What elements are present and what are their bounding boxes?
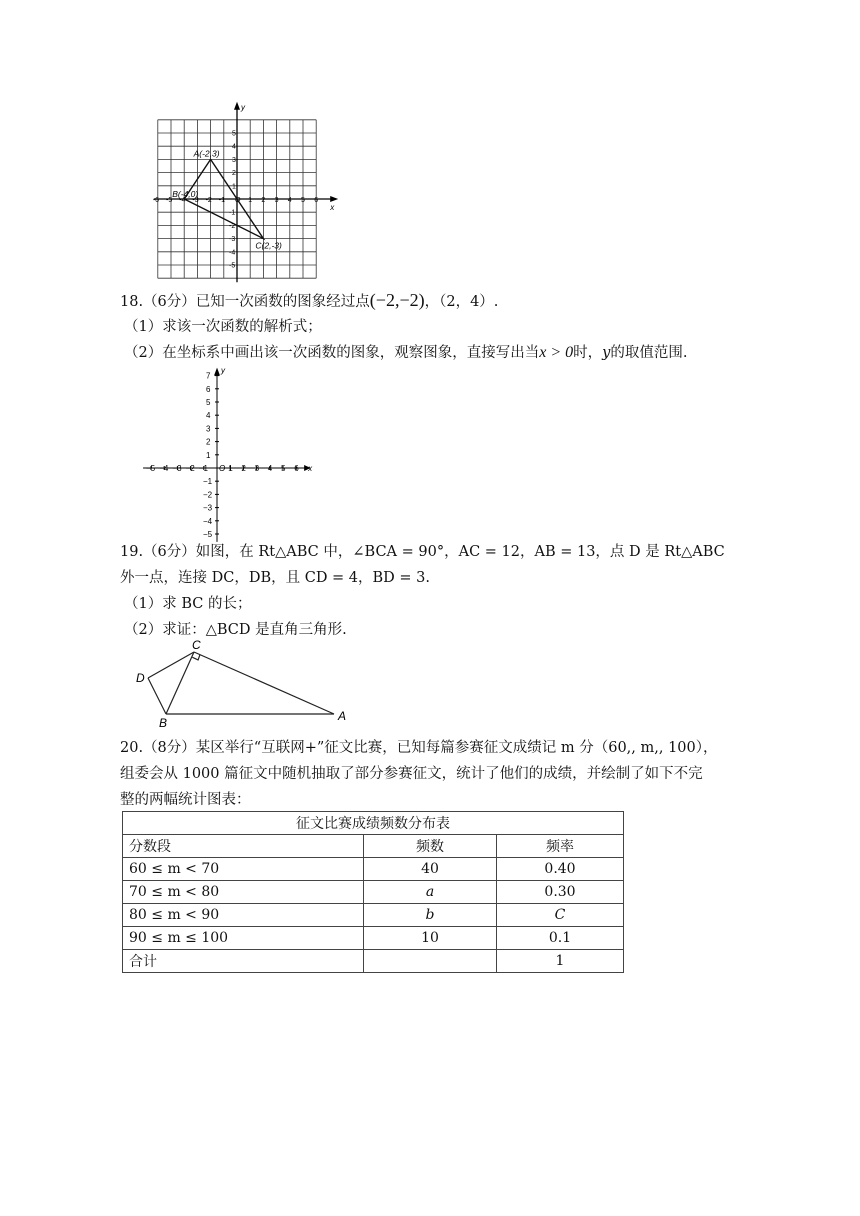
x-tick-label: −4 (159, 464, 169, 473)
x-tick-label: O (235, 197, 241, 204)
x-tick-label: -4 (179, 197, 186, 204)
label-B: B (159, 716, 168, 730)
x-tick-label: 4 (267, 464, 273, 473)
q18-part1: （1）求该一次函数的解析式； (124, 319, 322, 335)
y-tick-label: 4 (232, 143, 236, 151)
y-tick-label: -5 (229, 262, 236, 270)
x-tick-label: -2 (205, 197, 212, 204)
y-tick-label: 5 (232, 130, 236, 138)
x-tick-label: -6 (152, 197, 160, 204)
x-tick-label: 6 (314, 197, 319, 204)
x-tick-label: -3 (192, 197, 199, 204)
point-label-a: A(-2,3) (193, 148, 220, 159)
header-range: 分数段 (123, 835, 364, 858)
frequency-table (122, 811, 624, 973)
table-title: 征文比赛成绩频数分布表 (123, 812, 624, 835)
x-tick-label: 3 (274, 197, 279, 204)
x-tick-label: 1 (248, 197, 253, 204)
y-tick-label: 5 (206, 398, 211, 407)
y-tick-label: 3 (232, 156, 236, 164)
cell-range: 80 ≤ m < 90 (123, 904, 364, 927)
cell-range: 合计 (123, 950, 364, 973)
cell-range: 90 ≤ m ≤ 100 (123, 927, 364, 950)
y-tick-label: 4 (206, 411, 211, 421)
y-tick-label: 7 (206, 371, 211, 381)
y-tick-label: 3 (206, 424, 211, 434)
y-axis-label: y (221, 365, 225, 375)
table-row (123, 881, 624, 904)
cell-rate: C (497, 904, 624, 927)
figure-triangle-grid (140, 102, 360, 276)
q20-line1: 20.（8分）某区举行“互联网+”征文比赛，已知每篇参赛征文成绩记 m 分（60,, m,, 100）， (120, 740, 718, 756)
point-label-c: C(2,-3) (255, 240, 282, 251)
x-tick-label: −3 (172, 464, 182, 473)
header-rate: 频率 (497, 835, 624, 858)
cell-count: a (364, 881, 497, 904)
point-label-b: B(-4,0) (172, 189, 199, 199)
y-tick-label: -2 (229, 222, 236, 230)
q19-line2: 外一点，连接 DC，DB，且 CD = 4，BD = 3. (120, 570, 431, 586)
x-tick-label: 2 (261, 197, 266, 204)
x-axis-label: x (308, 464, 313, 473)
q19-part2: （2）求证：△BCD 是直角三角形. (124, 622, 347, 638)
y-tick-label: 1 (232, 183, 236, 191)
y-tick-label: -4 (229, 249, 236, 257)
cell-count: 40 (364, 858, 497, 881)
x-axis-label: x (330, 203, 335, 212)
y-tick-label: -1 (229, 209, 236, 217)
x-tick-label: −2 (185, 464, 195, 473)
q20-line3: 整的两幅统计图表： (120, 792, 251, 808)
origin-label: O (219, 464, 226, 473)
q19-line1: 19.（6分）如图，在 Rt△ABC 中，∠BCA = 90°，AC = 12，AB = 13，点 D 是 Rt△ABC (120, 544, 725, 560)
cell-count (364, 950, 497, 973)
cell-count: b (364, 904, 497, 927)
y-tick-label: −3 (203, 503, 213, 513)
cell-rate: 1 (497, 950, 624, 973)
y-axis-arrow (234, 102, 240, 110)
y-tick-label: −1 (203, 477, 213, 487)
cell-rate: 0.30 (497, 881, 624, 904)
x-tick-label: 6 (294, 464, 299, 473)
table-row (123, 927, 624, 950)
y-tick-label: −2 (203, 490, 213, 500)
table-header-row (123, 835, 624, 858)
x-tick-label: 3 (254, 464, 260, 473)
label-A: A (338, 709, 347, 723)
q20-line2: 组委会从 1000 篇征文中随机抽取了部分参赛征文，统计了他们的成绩，并绘制了如下不完 (120, 766, 703, 782)
y-tick-label: −4 (203, 516, 213, 526)
x-tick-label: 4 (287, 197, 292, 204)
y-tick-label: −5 (203, 530, 213, 539)
x-tick-label: -1 (218, 197, 226, 204)
cell-rate: 0.40 (497, 858, 624, 881)
cell-range: 70 ≤ m < 80 (123, 881, 364, 904)
y-axis-label: y (241, 102, 245, 112)
y-axis-arrow (214, 368, 220, 376)
x-tick-label: -5 (166, 197, 173, 204)
q18-stem: 18.（6分）已知一次函数的图象经过点(−2,−2)，（2，4）. (120, 290, 499, 310)
cell-range: 60 ≤ m < 70 (123, 858, 364, 881)
table-row (123, 950, 624, 973)
x-tick-label: 2 (241, 464, 246, 473)
figure-right-triangle (128, 638, 358, 730)
cell-rate: 0.1 (497, 927, 624, 950)
figure-coordinate-axes (140, 366, 320, 538)
x-tick-label: 1 (228, 464, 233, 473)
x-tick-label: −1 (198, 464, 208, 473)
label-D: D (136, 671, 145, 685)
y-tick-label: 1 (206, 450, 211, 460)
y-tick-label: 6 (206, 384, 211, 394)
table-row (123, 858, 624, 881)
x-axis-arrow (330, 196, 338, 202)
x-tick-label: −5 (146, 464, 156, 473)
q19-part1: （1）求 BC 的长； (124, 596, 252, 612)
q18-part2: （2）在坐标系中画出该一次函数的图象，观察图象，直接写出当x > 0时，y的取值范围. (124, 344, 688, 361)
cell-count: 10 (364, 927, 497, 950)
y-tick-label: -3 (229, 236, 236, 244)
y-tick-label: 2 (232, 170, 236, 178)
x-tick-label: 5 (281, 464, 286, 473)
y-tick-label: 2 (206, 437, 211, 447)
x-tick-label: 5 (301, 197, 305, 204)
header-count: 频数 (364, 835, 497, 858)
table-row (123, 904, 624, 927)
label-C: C (192, 638, 201, 652)
